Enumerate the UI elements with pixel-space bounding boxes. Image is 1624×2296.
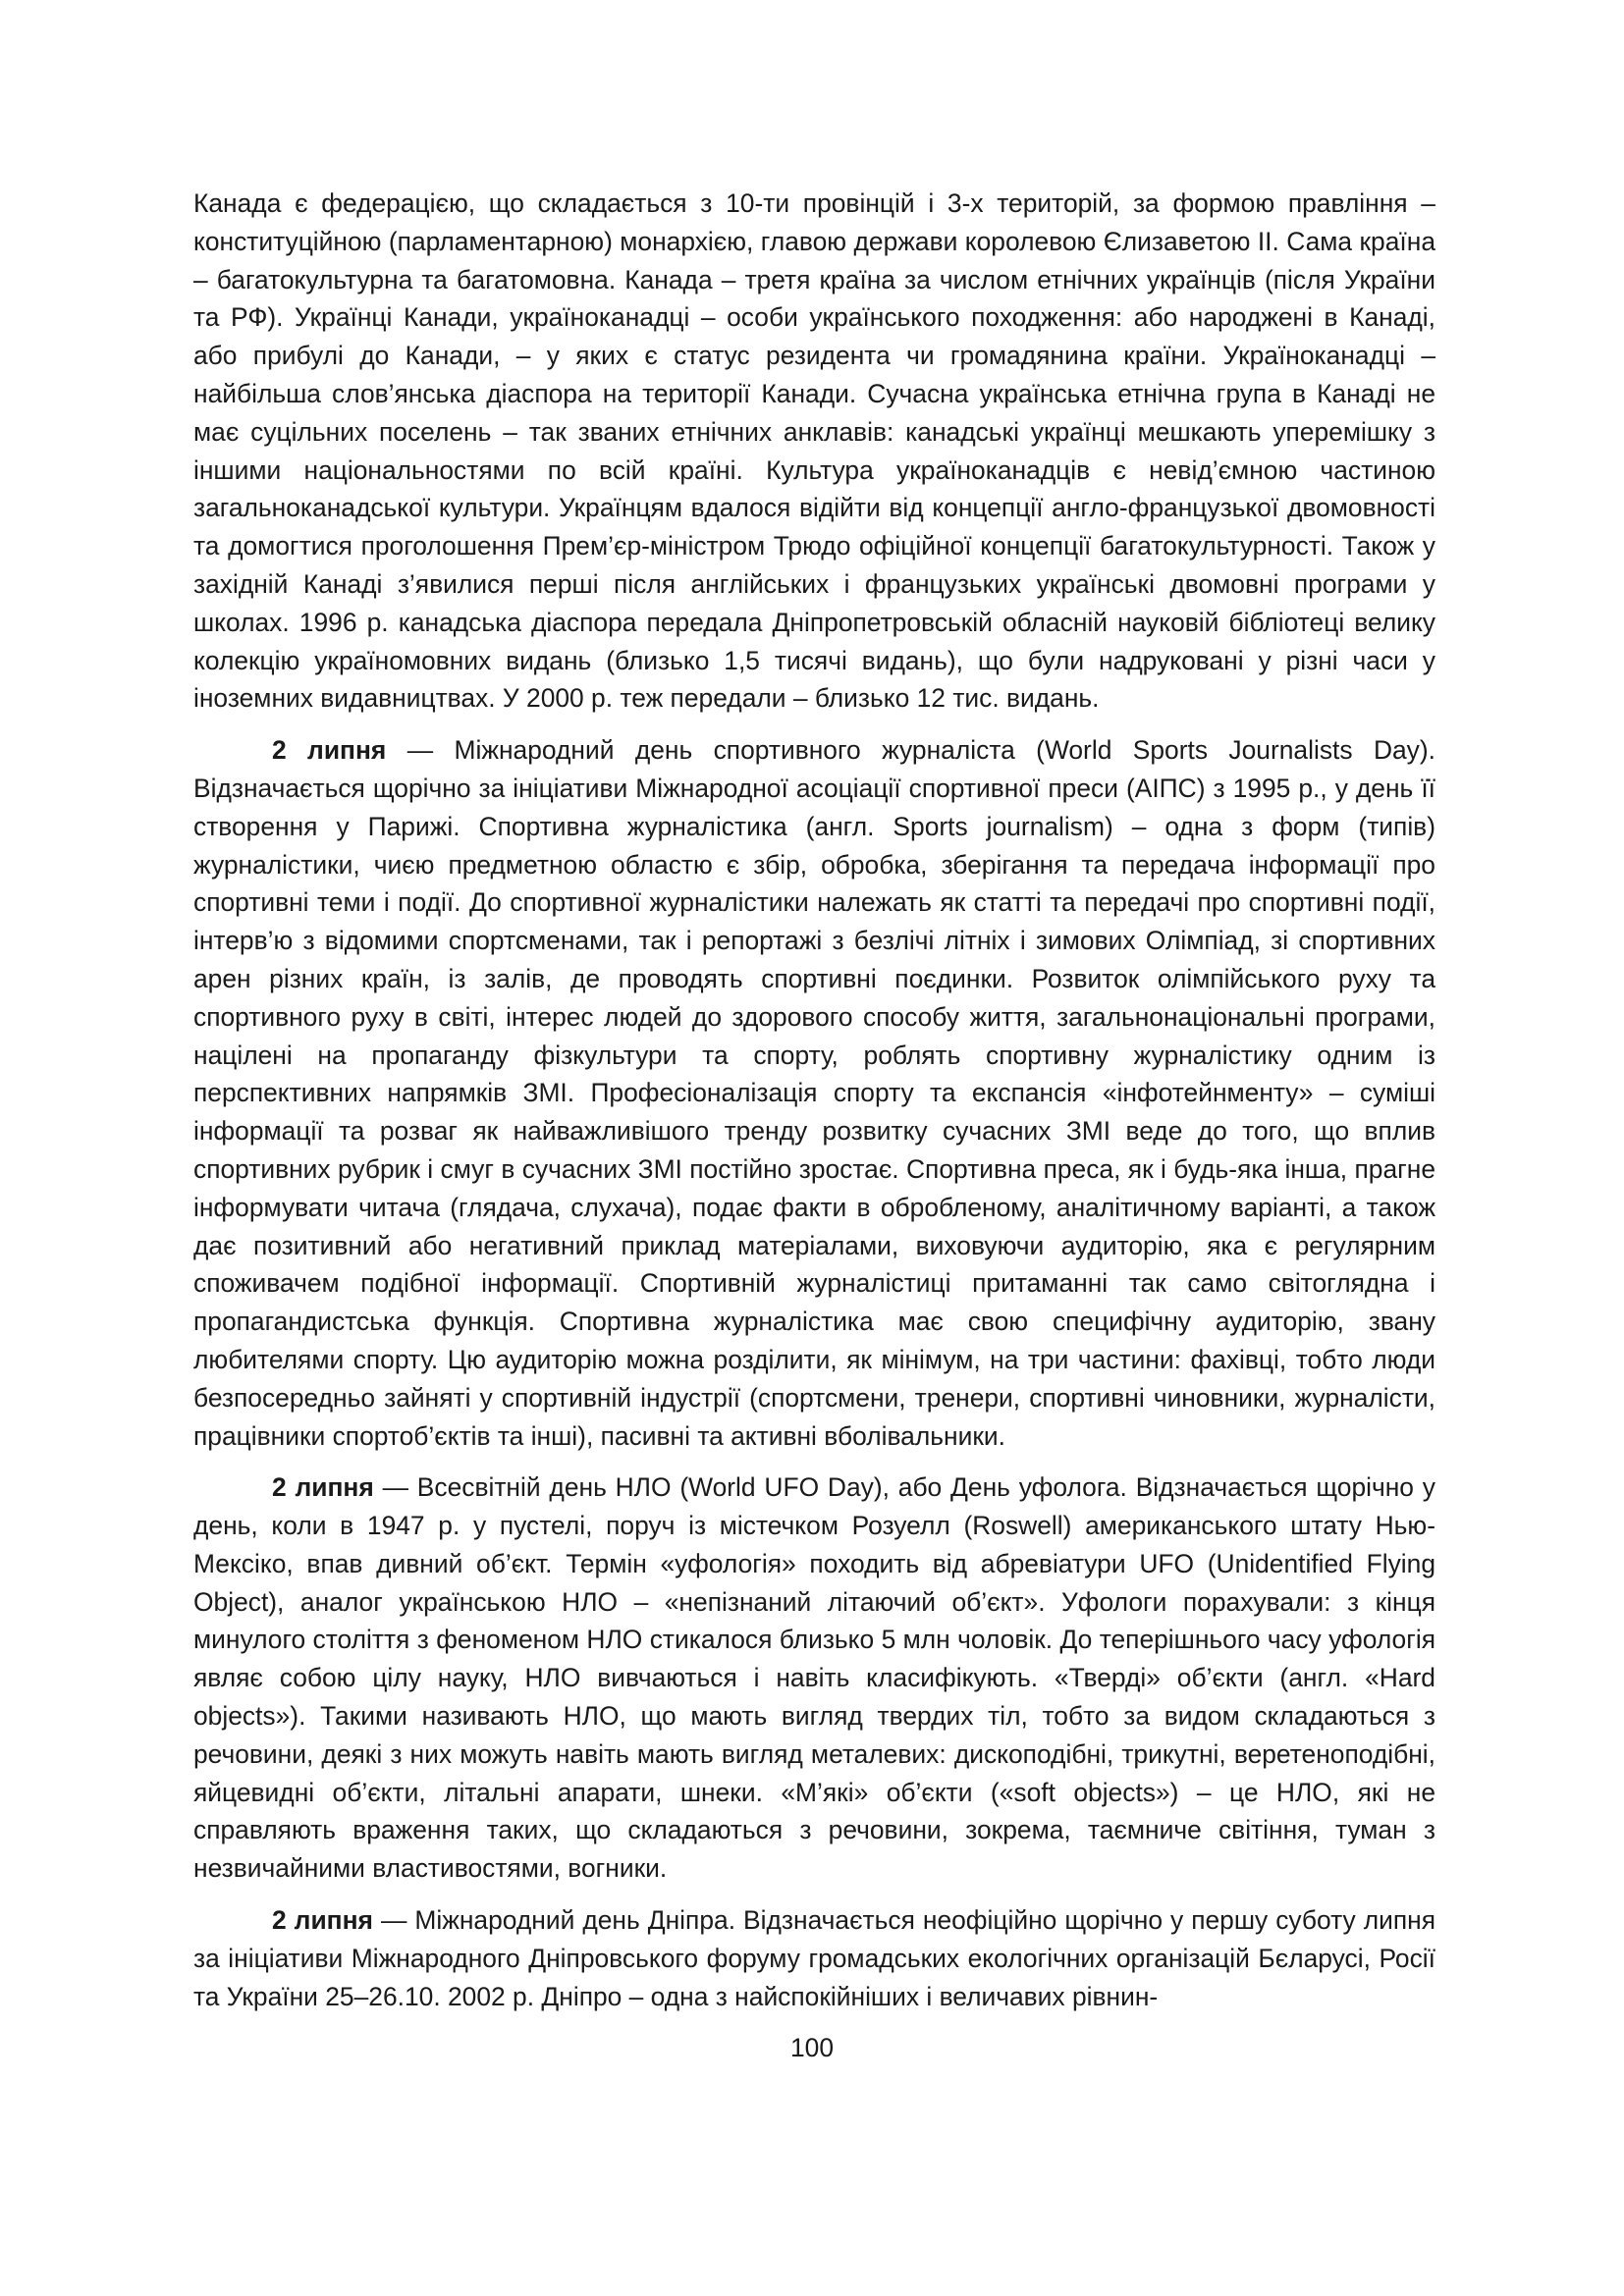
paragraph-dnipro-day bbox=[193, 1901, 1435, 2015]
document-body bbox=[193, 185, 1435, 2015]
paragraph-canada bbox=[193, 185, 1435, 718]
paragraph-text: — Міжнародний день Дніпра. Відзначається неофіційно щорічно у першу суботу липня за ініціативи Міжнародного Дніпровського форуму громадських екологічних організацій Бєларусі, Росії та України 25–26.10. 2002 р. Дніпро – одна з найспокійніших і величавих рівнин- bbox=[193, 1905, 1435, 2011]
page-number: 100 bbox=[789, 2033, 835, 2062]
paragraph-date: 2 липня bbox=[272, 735, 387, 766]
paragraph-ufo-day bbox=[193, 1468, 1435, 1888]
paragraph-text: Канада є федерацією, що складається з 10-ти провінцій і 3-х територій, за формою правління – конституційною (парламентарною) монархією, главою держави королевою Єлизаветою II. Сама країна – багатокультурна та багатомовна. Канада – третя країна за числом етнічних українців (після України та РФ). Українці Канади, україноканадці – особи українського походження: або народжені в Канаді, або прибулі до Канади, – у яких є статус резидента чи громадянина країни. Україноканадці – найбільша слов’янська діаспора на території Канади. Сучасна українська етнічна група в Канаді не має суцільних поселень – так званих етнічних анклавів: канадські українці мешкають уперемішку з іншими національностями по всій країні. Культура україноканадців є невід’ємною частиною загальноканадської культури. Українцям вдалося відійти від концепції англо-французької двомовності та домогтися проголошення Прем’єр-міністром Трюдо офіційної концепції багатокультурності. Також у західній Канаді з’явилися перші після англійських і французьких українські двомовні програми у школах. 1996 р. канадська діаспора передала Дніпропетровській обласній науковій бібліотеці велику колекцію україномовних видань (близько 1,5 тисячі видань), що були надруковані у різні часи у іноземних видавництвах. У 2000 р. теж передали – близько 12 тис. видань. bbox=[193, 188, 1435, 714]
paragraph-sports-journalist-day bbox=[193, 731, 1435, 1455]
paragraph-date: 2 липня bbox=[272, 1472, 374, 1503]
paragraph-text: — Міжнародний день спортивного журналіста (World Sports Journalists Day). Відзначається щорічно за ініціативи Міжнародної асоціації спортивної преси (АІПС) з 1995 р., у день її створення у Парижі. Спортивна журналістика (англ. Sports journalism) – одна з форм (типів) журналістики, чиєю предметною областю є збір, обробка, зберігання та передача інформації про спортивні теми і події. До спортивної журналістики належать як статті та передачі про спортивні події, інтерв’ю з відомими спортсменами, так і репортажі з безлічі літніх і зимових Олімпіад, зі спортивних арен різних країн, із залів, де проводять спортивні поєдинки. Розвиток олімпійського руху та спортивного руху в світі, інтерес людей до здорового способу життя, загальнонаціональні програми, націлені на пропаганду фізкультури та спорту, роблять спортивну журналістику одним із перспективних напрямків ЗМІ. Професіоналізація спорту та експансія «інфотейнменту» – суміші інформації та розваг як найважливішого тренду розвитку сучасних ЗМІ веде до того, що вплив спортивних рубрик і смуг в сучасних ЗМІ постійно зростає. Спортивна преса, як і будь-яка інша, прагне інформувати читача (глядача, слухача), подає факти в обробленому, аналітичному варіанті, а також дає позитивний або негативний приклад матеріалами, виховуючи аудиторію, яка є регулярним споживачем подібної інформації. Спортивній журналістиці притаманні так само світоглядна і пропагандистська функція. Спортивна журналістика має свою специфічну аудиторію, звану любителями спорту. Цю аудиторію можна розділити, як мінімум, на три частини: фахівці, тобто люди безпосередньо зайняті у спортивній індустрії (спортсмени, тренери, спортивні чиновники, журналісти, працівники спортоб’єктів та інші), пасивні та активні вболівальники. bbox=[193, 735, 1435, 1451]
paragraph-date: 2 липня bbox=[272, 1905, 373, 1936]
paragraph-text: — Всесвітній день НЛО (World UFO Day), або День уфолога. Відзначається щорічно у день, коли в 1947 р. у пустелі, поруч із містечком Розуелл (Roswell) американського штату Нью-Мексіко, впав дивний об’єкт. Термін «уфологія» походить від абревіатури UFO (Unidentified Flying Object), аналог українською НЛО – «непізнаний літаючий об’єкт». Уфологи порахували: з кінця минулого століття з феноменом НЛО стикалося близько 5 млн чоловік. До теперішнього часу уфологія являє собою цілу науку, НЛО вивчаються і навіть класифікують. «Тверді» об’єкти (англ. «Hard objects»). Такими називають НЛО, що мають вигляд твердих тіл, тобто за видом складаються з речовини, деякі з них можуть навіть мають вигляд металевих: дископодібні, трикутні, веретеноподібні, яйцевидні об’єкти, літальні апарати, шнеки. «М’які» об’єкти («soft objects») – це НЛО, які не справляють враження таких, що складаються з речовини, зокрема, таємниче світіння, туман з незвичайними властивостями, вогники. bbox=[193, 1472, 1435, 1884]
